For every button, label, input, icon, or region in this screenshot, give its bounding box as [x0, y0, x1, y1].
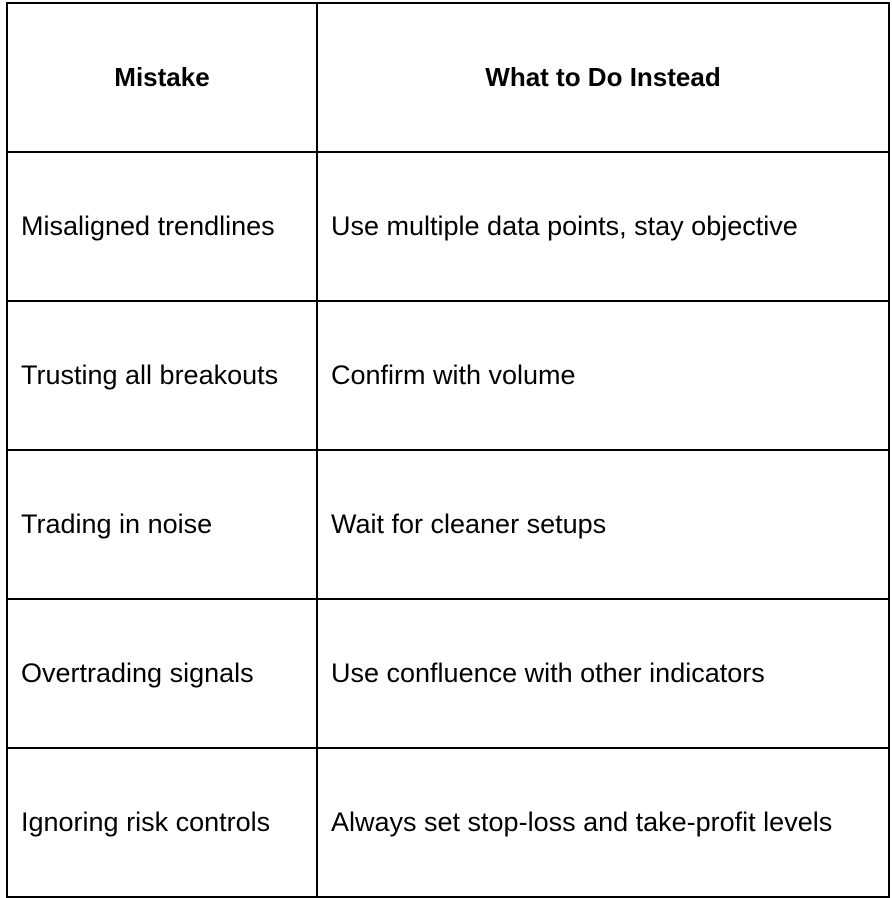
remedy-cell: Always set stop-loss and take-profit levels — [317, 748, 889, 897]
remedy-cell: Use multiple data points, stay objective — [317, 152, 889, 301]
remedy-cell: Wait for cleaner setups — [317, 450, 889, 599]
column-header-what-to-do-instead: What to Do Instead — [317, 3, 889, 152]
remedy-cell: Confirm with volume — [317, 301, 889, 450]
table-row — [7, 450, 889, 599]
mistake-cell: Trusting all breakouts — [7, 301, 317, 450]
table-row — [7, 599, 889, 748]
mistake-cell: Trading in noise — [7, 450, 317, 599]
column-header-mistake: Mistake — [7, 3, 317, 152]
mistakes-table — [6, 2, 890, 898]
mistake-cell: Overtrading signals — [7, 599, 317, 748]
table-row — [7, 152, 889, 301]
table-header-row — [7, 3, 889, 152]
remedy-cell: Use confluence with other indicators — [317, 599, 889, 748]
table-row — [7, 301, 889, 450]
mistake-cell: Misaligned trendlines — [7, 152, 317, 301]
mistake-cell: Ignoring risk controls — [7, 748, 317, 897]
table-row — [7, 748, 889, 897]
